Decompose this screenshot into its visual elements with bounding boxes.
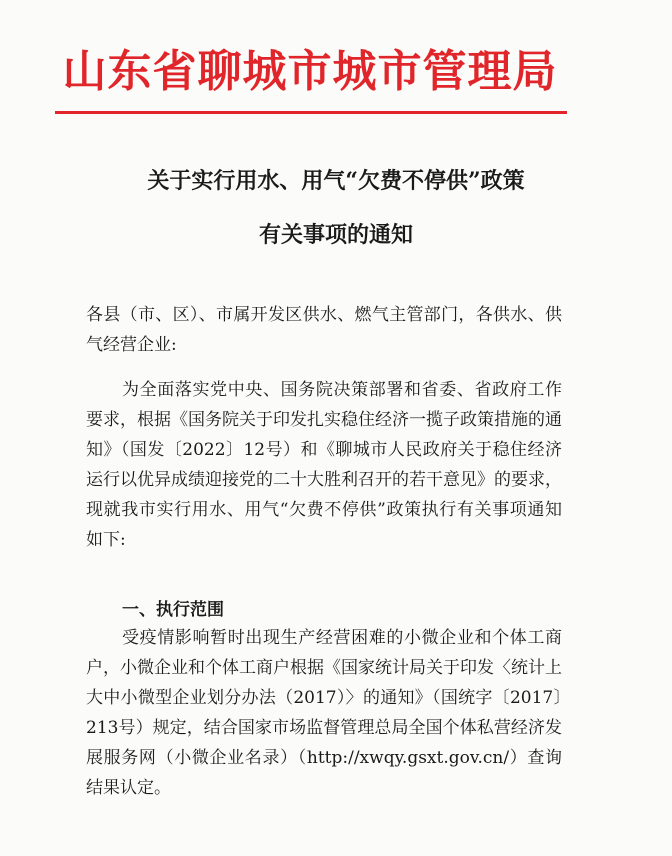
issuer-masthead: 山东省聊城市城市管理局 <box>62 46 558 97</box>
document-title-line-1: 关于实行用水、用气“欠费不停供”政策 <box>147 168 525 194</box>
salutation: 各县（市、区）、市属开发区供水、燃气主管部门，各供水、供气经营企业: <box>86 305 562 355</box>
document-title-line-2: 有关事项的通知 <box>258 222 413 248</box>
paragraph-scope: 受疫情影响暂时出现生产经营困难的小微企业和个体工商户，小微企业和个体工商户根据《国家统计局关于印发〈统计上大中小微型企业划分办法（2017）〉的通知》（国统字〔2017〕213号）规定，结合国家市场监督管理总局全国个体私营经济发展服务网（小微企业名录）（http://xwqy.gsxt.gov.cn/）查询结果认定。 <box>86 628 562 798</box>
section-heading-scope: 一、执行范围 <box>122 600 224 620</box>
paragraph-intro: 为全面落实党中央、国务院决策部署和省委、省政府工作要求，根据《国务院关于印发扎实稳住经济一揽子政策措施的通知》（国发〔2022〕12号）和《聊城市人民政府关于稳住经济运行以优异成绩迎接党的二十大胜利召开的若干意见》的要求，现就我市实行用水、用气“欠费不停供”政策执行有关事项通知如下: <box>86 380 562 550</box>
red-separator-line <box>55 111 567 114</box>
